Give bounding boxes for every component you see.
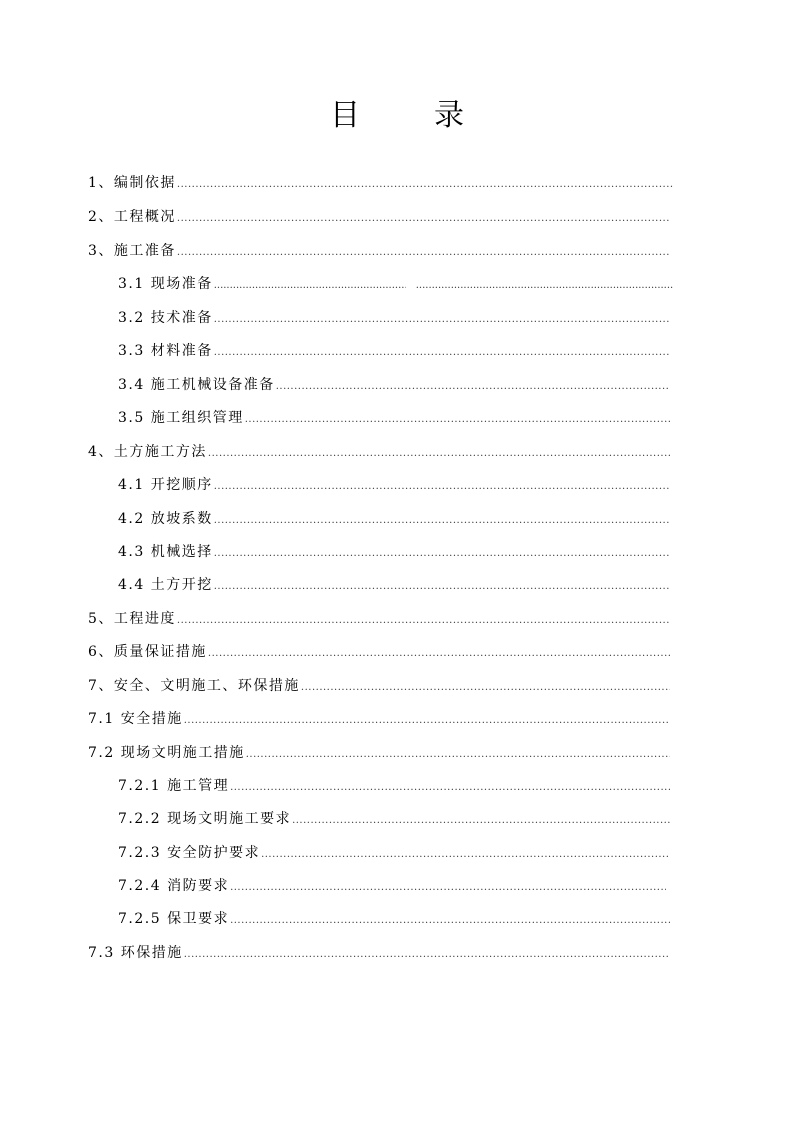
toc-entry-label: 7.1 安全措施 bbox=[88, 711, 183, 727]
title-char-2: 录 bbox=[434, 98, 464, 133]
toc-entry-label: 7.3 环保措施 bbox=[88, 945, 183, 961]
toc-entry[interactable] bbox=[88, 740, 670, 762]
toc-entry[interactable] bbox=[88, 170, 674, 192]
dot-leader bbox=[208, 447, 670, 461]
toc-entry[interactable] bbox=[88, 639, 670, 661]
dot-leader bbox=[177, 212, 670, 226]
toc-entry-label: 7.2.2 现场文明施工要求 bbox=[118, 811, 292, 827]
toc-entry-label: 4.3 机械选择 bbox=[118, 544, 213, 560]
dot-leader bbox=[246, 748, 670, 762]
toc-entry-label: 4、土方施工方法 bbox=[88, 444, 207, 460]
toc-entry[interactable] bbox=[118, 271, 674, 293]
toc-entry[interactable] bbox=[118, 506, 670, 528]
dot-leader bbox=[184, 948, 670, 962]
dot-leader bbox=[261, 848, 670, 862]
toc-entry[interactable] bbox=[88, 673, 670, 695]
toc-entry-label: 3.1 现场准备 bbox=[118, 276, 213, 292]
toc-entry-label: 7、安全、文明施工、环保措施 bbox=[88, 678, 300, 694]
toc-entry-label: 7.2.3 安全防护要求 bbox=[118, 845, 261, 861]
dot-leader bbox=[208, 647, 670, 661]
dot-leader bbox=[184, 714, 670, 728]
dot-leader bbox=[177, 614, 670, 628]
toc-entry-label: 4.4 土方开挖 bbox=[118, 577, 213, 593]
toc-entry[interactable] bbox=[118, 906, 670, 928]
dot-leader bbox=[214, 346, 670, 360]
toc-entry[interactable] bbox=[118, 539, 670, 561]
toc-entry[interactable] bbox=[88, 606, 670, 628]
toc-entry[interactable] bbox=[118, 405, 670, 427]
title-char-1: 目 bbox=[330, 98, 360, 133]
toc-entry-label: 2、工程概况 bbox=[88, 209, 176, 225]
toc-entry-label: 4.2 放坡系数 bbox=[118, 511, 213, 527]
toc-entry-label: 6、质量保证措施 bbox=[88, 644, 207, 660]
toc-entry[interactable] bbox=[118, 338, 670, 360]
toc-entry-label: 7.2.4 消防要求 bbox=[118, 878, 230, 894]
dot-leader bbox=[230, 914, 670, 928]
dot-leader bbox=[230, 781, 670, 795]
toc-entry[interactable] bbox=[88, 204, 670, 226]
toc-entry-label: 5、工程进度 bbox=[88, 611, 176, 627]
dot-leader bbox=[214, 480, 670, 494]
toc-entry[interactable] bbox=[88, 940, 670, 962]
toc-entry[interactable] bbox=[118, 472, 670, 494]
toc-entry-label: 3、施工准备 bbox=[88, 243, 176, 259]
toc-entry-label: 4.1 开挖顺序 bbox=[118, 477, 213, 493]
dot-leader bbox=[230, 881, 666, 895]
toc-entry-label: 1、编制依据 bbox=[88, 175, 176, 191]
dot-leader bbox=[177, 178, 674, 192]
toc-entry-label: 3.5 施工组织管理 bbox=[118, 410, 244, 426]
toc-entry-label: 7.2 现场文明施工措施 bbox=[88, 745, 245, 761]
toc-entry[interactable] bbox=[88, 439, 670, 461]
dot-leader bbox=[177, 246, 670, 260]
toc-entry[interactable] bbox=[118, 572, 670, 594]
toc-entry-label: 7.2.5 保卫要求 bbox=[118, 911, 230, 927]
dot-leader bbox=[301, 681, 670, 695]
dot-leader bbox=[214, 547, 670, 561]
dot-leader bbox=[214, 580, 670, 594]
dot-leader bbox=[214, 313, 670, 327]
dot-leader bbox=[416, 279, 674, 293]
toc-entry[interactable] bbox=[88, 706, 670, 728]
toc-entry[interactable] bbox=[118, 305, 670, 327]
toc-entry-label: 3.4 施工机械设备准备 bbox=[118, 377, 275, 393]
dot-leader bbox=[276, 380, 670, 394]
dot-leader bbox=[214, 279, 406, 293]
toc-entry[interactable] bbox=[118, 873, 666, 895]
toc-entry[interactable] bbox=[88, 238, 670, 260]
toc-entry-label: 3.3 材料准备 bbox=[118, 343, 213, 359]
dot-leader bbox=[214, 514, 670, 528]
toc-entry[interactable] bbox=[118, 806, 670, 828]
toc-entry[interactable] bbox=[118, 840, 670, 862]
toc-entry-label: 7.2.1 施工管理 bbox=[118, 778, 230, 794]
toc-entry[interactable] bbox=[118, 372, 670, 394]
toc-entry[interactable] bbox=[118, 773, 670, 795]
toc-entry-label: 3.2 技术准备 bbox=[118, 310, 213, 326]
dot-leader bbox=[292, 814, 670, 828]
dot-leader bbox=[245, 413, 670, 427]
